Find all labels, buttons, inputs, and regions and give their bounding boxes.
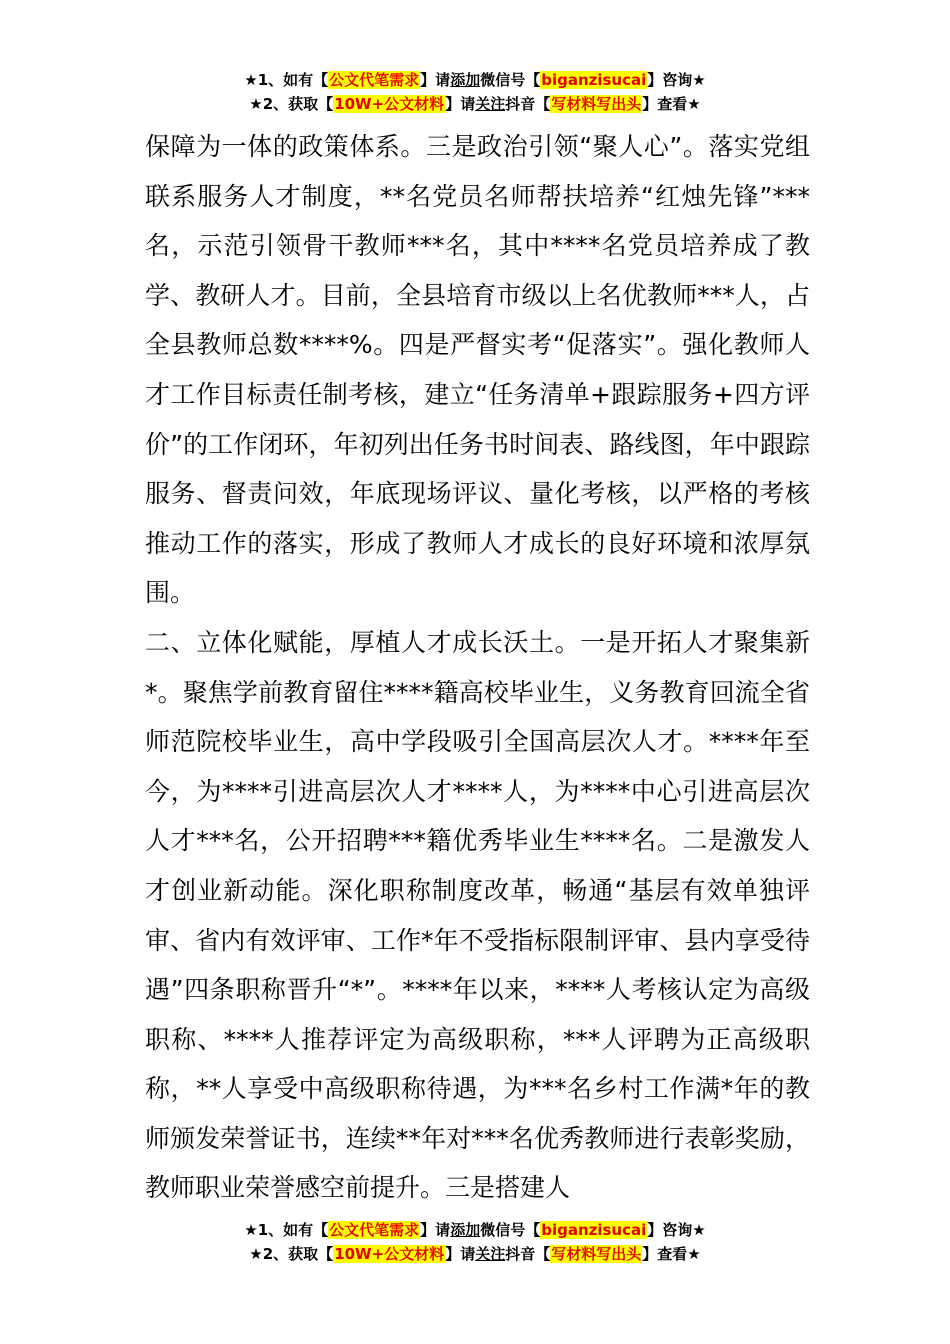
highlight-materials: 10W+公文材料 [334,95,445,113]
footer-banner [0,1218,950,1266]
highlight-wechat-id: biganzisucai [541,71,647,89]
banner-line-1: ★1、如有【公文代笔需求】请添加微信号【biganzisucai】咨询★ [244,1221,706,1239]
banner-line-2: ★2、获取【10W+公文材料】请关注抖音【写材料写出头】查看★ [249,1245,701,1263]
paragraph-2: 二、立体化赋能，厚植人才成长沃土。一是开拓人才聚集新*。聚焦学前教育留住****籍高校毕业生，义务教育回流全省师范院校毕业生，高中学段吸引全国高层次人才。****年至今，为****引进高层次人才****人，为****中心引进高层次人才***名，公开招聘***籍优秀毕业生****名。二是激发人才创业新动能。深化职称制度改革，畅通“基层有效单独评审、省内有效评审、工作*年不受指标限制评审、县内享受待遇”四条职称晋升“*”。****年以来，****人考核认定为高级职称、****人推荐评定为高级职称，***人评聘为正高级职称，**人享受中高级职称待遇，为***名乡村工作满*年的教师颁发荣誉证书，连续**年对***名优秀教师进行表彰奖励，教师职业荣誉感空前提升。三是搭建人 [145,627,810,1203]
highlight-douyin-account: 写材料写出头 [551,95,642,113]
highlight-service: 公文代笔需求 [329,1221,420,1239]
document-body [145,122,810,1213]
banner-line-1: ★1、如有【公文代笔需求】请添加微信号【biganzisucai】咨询★ [244,71,706,89]
highlight-douyin-account: 写材料写出头 [551,1245,642,1263]
banner-line-2: ★2、获取【10W+公文材料】请关注抖音【写材料写出头】查看★ [249,95,701,113]
header-banner [0,68,950,116]
paragraph-1: 保障为一体的政策体系。三是政治引领“聚人心”。落实党组联系服务人才制度，**名党员名师帮扶培养“红烛先锋”***名，示范引领骨干教师***名，其中****名党员培养成了教学、教研人才。目前，全县培育市级以上名优教师***人，占全县教师总数****%。四是严督实考“促落实”。强化教师人才工作目标责任制考核，建立“任务清单+跟踪服务+四方评价”的工作闭环，年初列出任务书时间表、路线图，年中跟踪服务、督责问效，年底现场评议、量化考核，以严格的考核推动工作的落实，形成了教师人才成长的良好环境和浓厚氛围。 [145,132,810,608]
highlight-materials: 10W+公文材料 [334,1245,445,1263]
highlight-wechat-id: biganzisucai [541,1221,647,1239]
highlight-service: 公文代笔需求 [329,71,420,89]
